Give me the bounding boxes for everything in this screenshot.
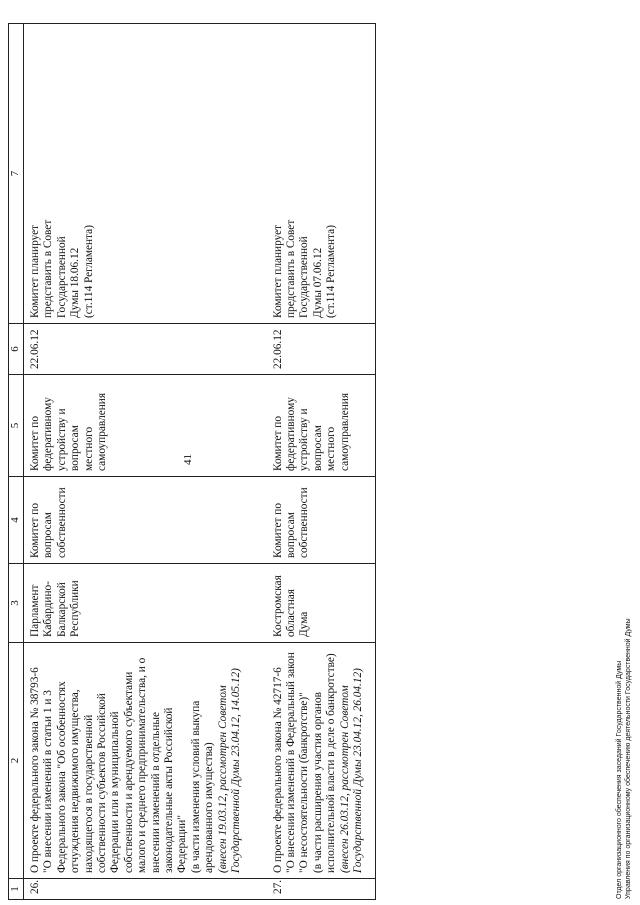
column-number: 7 bbox=[9, 24, 24, 324]
bill-description bbox=[260, 643, 376, 879]
column-number: 1 bbox=[9, 879, 24, 900]
bill-status-note: Государственной Думы 23.04.12, 26.04.12) bbox=[351, 668, 364, 873]
bill-text-line: законодательные акты Российской Федерации" bbox=[163, 707, 189, 873]
column-number: 3 bbox=[9, 564, 24, 643]
co-committee-line: вопросам местного bbox=[69, 425, 95, 471]
bill-status-note: (внесен 26.03.12, рассмотрен Советом bbox=[338, 685, 351, 873]
plan-line: представить в Совет bbox=[284, 219, 297, 318]
plan-line: (ст.114 Регламента) bbox=[82, 225, 95, 318]
bill-text-line: О проекте федерального закона № 38793-6 bbox=[29, 667, 41, 873]
initiator-line: Кабардино- bbox=[42, 581, 55, 637]
committee-line: Комитет по bbox=[29, 502, 41, 558]
bill-text-line: (в части расширения участия органов bbox=[311, 692, 324, 873]
plan-note bbox=[24, 24, 260, 324]
plan-line: Государственной bbox=[298, 236, 311, 318]
initiator-line: Парламент bbox=[29, 584, 41, 637]
co-committee-line: устройству и bbox=[298, 408, 311, 471]
column-number-row bbox=[9, 24, 24, 900]
initiator-line: Балкарской bbox=[55, 582, 68, 637]
deadline-date: 22.06.12 bbox=[260, 324, 376, 375]
plan-line: Думы 07.06.12 bbox=[311, 247, 324, 318]
committee-line: вопросам bbox=[42, 512, 55, 558]
co-executor-committee bbox=[24, 375, 260, 477]
bills-table bbox=[8, 23, 376, 900]
table-row bbox=[24, 24, 260, 900]
committee-line: Комитет по bbox=[271, 502, 284, 558]
initiator bbox=[24, 564, 260, 643]
table-row bbox=[260, 24, 376, 900]
bill-text-line: Федерации или в муниципальной bbox=[109, 711, 122, 873]
bill-text-line: собственности и арендуемого субъектами bbox=[122, 671, 135, 873]
plan-line: (ст.114 Регламента) bbox=[325, 225, 338, 318]
bill-text-line: собственности субъектов Российской bbox=[96, 693, 109, 873]
co-committee-line: устройству и bbox=[55, 408, 68, 471]
co-committee-line: Комитет по bbox=[271, 415, 284, 471]
initiator bbox=[260, 564, 376, 643]
bill-description bbox=[24, 643, 260, 879]
page-number: 41 bbox=[182, 454, 194, 465]
committee-line: собственности bbox=[298, 487, 311, 558]
bill-text-line: "О внесении изменений в статьи 1 и 3 bbox=[42, 690, 55, 873]
bill-text-line: внесении изменений в отдельные bbox=[149, 712, 162, 873]
bill-text-line: (в части изменения условий выкупа bbox=[189, 700, 202, 873]
plan-line: Думы 18.06.12 bbox=[69, 247, 82, 318]
plan-note bbox=[260, 24, 376, 324]
column-number: 6 bbox=[9, 324, 24, 375]
co-committee-line: самоуправления bbox=[96, 392, 109, 471]
plan-line: Государственной bbox=[55, 236, 68, 318]
co-committee-line: федеративному bbox=[284, 397, 297, 471]
initiator-line: областная Дума bbox=[284, 589, 311, 637]
co-committee-line: самоуправления bbox=[338, 392, 351, 471]
row-number: 26. bbox=[24, 879, 260, 900]
bill-text-line: исполнительной власти в деле о банкротстве) bbox=[325, 653, 338, 873]
plan-line: представить в Совет bbox=[42, 219, 55, 318]
column-number: 4 bbox=[9, 477, 24, 564]
bill-text-line: "О внесении изменений в Федеральный закон bbox=[284, 652, 297, 873]
plan-line: Комитет планирует bbox=[29, 224, 41, 318]
co-executor-committee bbox=[260, 375, 376, 477]
responsible-committee bbox=[260, 477, 376, 564]
deadline-date: 22.06.12 bbox=[24, 324, 260, 375]
bill-status-note: (внесен 19.03.12, рассмотрен Советом bbox=[216, 685, 229, 873]
bill-text-line: малого и среднего предпринимательства, и о bbox=[136, 657, 149, 873]
plan-line: Комитет планирует bbox=[271, 224, 284, 318]
bill-text-line: отчуждения недвижимого имущества, bbox=[69, 689, 82, 873]
bill-text-line: находящегося в государственной bbox=[82, 714, 95, 873]
footer-line: Управления по организационному обеспечению деятельности Государственной Думы bbox=[625, 618, 632, 899]
page-footer bbox=[615, 618, 633, 899]
column-number: 5 bbox=[9, 375, 24, 477]
committee-line: вопросам bbox=[284, 512, 297, 558]
bill-status-note: Государственной Думы 23.04.12, 14.05.12) bbox=[230, 668, 243, 873]
initiator-line: Республики bbox=[69, 580, 82, 637]
footer-line: Отдел организационного обеспечения заседаний Государственной Думы bbox=[616, 660, 623, 899]
co-committee-line: вопросам местного bbox=[311, 425, 338, 471]
co-committee-line: Комитет по bbox=[29, 415, 41, 471]
responsible-committee bbox=[24, 477, 260, 564]
column-number: 2 bbox=[9, 643, 24, 879]
row-number: 27. bbox=[260, 879, 376, 900]
bill-text-line: О проекте федерального закона № 42717-6 bbox=[271, 667, 284, 873]
bill-text-line: "О несостоятельности (банкротстве)" bbox=[298, 692, 311, 873]
initiator-line: Костромская bbox=[271, 575, 284, 637]
bill-text-line: арендованного имущества) bbox=[203, 742, 216, 873]
committee-line: собственности bbox=[55, 487, 68, 558]
co-committee-line: федеративному bbox=[42, 397, 55, 471]
bill-text-line: Федерального закона "Об особенностях bbox=[55, 681, 68, 873]
